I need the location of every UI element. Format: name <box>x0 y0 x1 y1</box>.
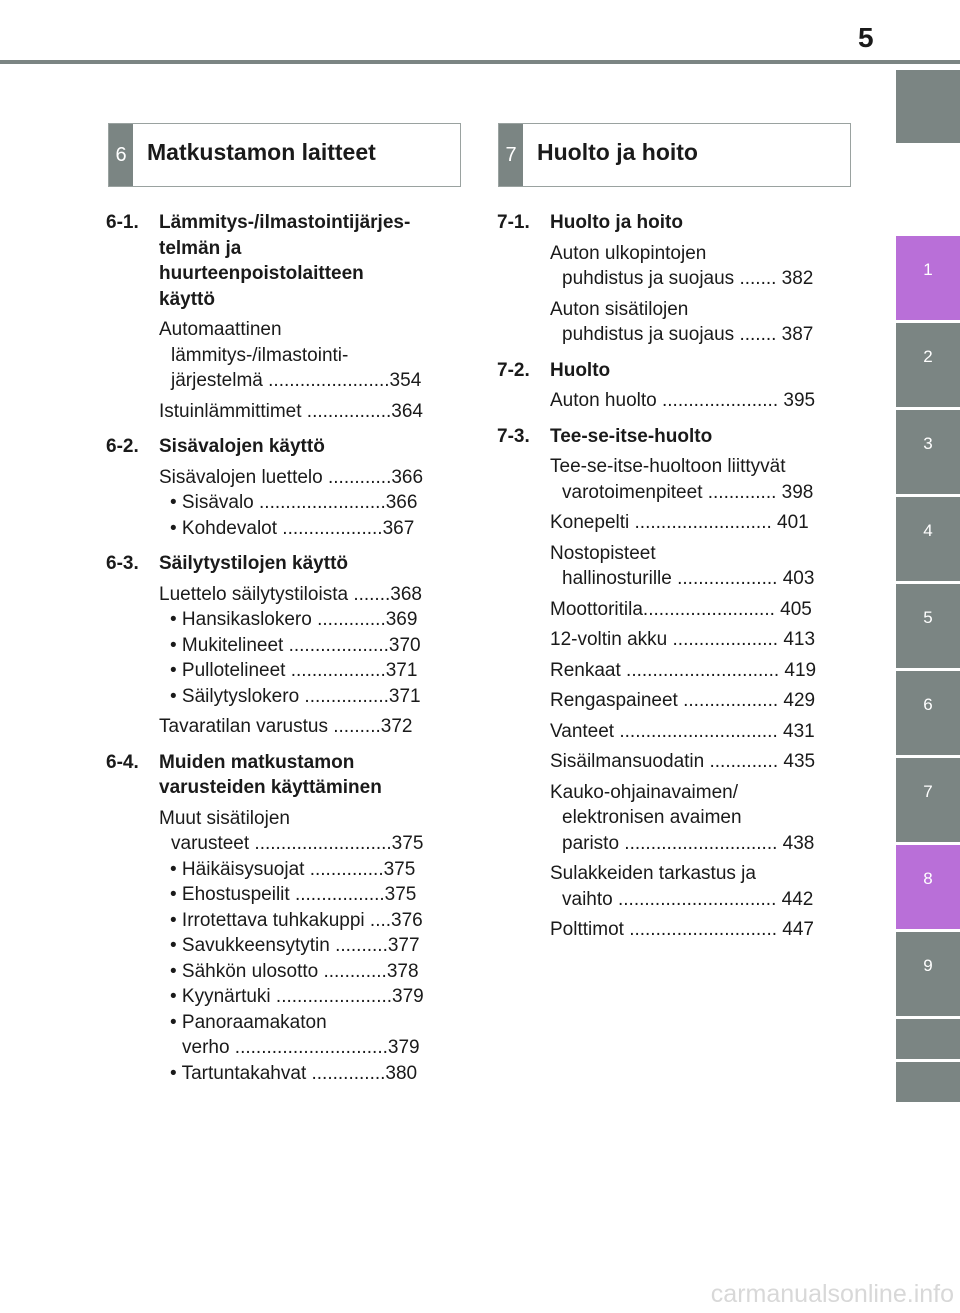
side-tab-3[interactable] <box>896 410 960 494</box>
toc-bullet-entry[interactable] <box>106 882 449 908</box>
toc-entry[interactable] <box>497 597 840 623</box>
side-tab-9[interactable] <box>896 932 960 1016</box>
subsection-number: 6-2. <box>106 436 139 457</box>
side-tab-blank-1[interactable] <box>896 1019 960 1059</box>
subsection-title: Sisävalojen käyttö <box>159 436 325 457</box>
toc-entry[interactable] <box>106 399 449 425</box>
toc-bullet-entry[interactable] <box>106 959 449 985</box>
header-rule <box>0 60 960 64</box>
subsection-title: Säilytystilojen käyttö <box>159 553 349 574</box>
entry-line: • Tartuntakahvat ..............380 <box>170 1062 418 1084</box>
toc-subsection[interactable] <box>106 551 449 577</box>
toc-column-6 <box>106 210 449 1086</box>
page-number: 5 <box>858 22 874 53</box>
toc-entry[interactable] <box>497 658 840 684</box>
subsection-number: 7-2. <box>497 359 530 381</box>
toc-subsection[interactable] <box>106 434 449 460</box>
subsection-number: 6-1. <box>106 212 139 233</box>
title-line: käyttö <box>159 288 215 310</box>
entry-line: Nostopisteet <box>550 542 656 564</box>
entry-line: • Hansikaslokero .............369 <box>170 609 418 630</box>
entry-line: • Kyynärtuki ......................379 <box>170 986 424 1007</box>
toc-entry[interactable] <box>497 241 840 292</box>
entry-line: Sisävalojen luettelo ............366 <box>159 466 424 488</box>
toc-bullet-entry[interactable] <box>106 684 449 710</box>
entry-line: Tavaratilan varustus .........372 <box>159 716 413 737</box>
subsection-title <box>159 750 382 801</box>
title-line: huurteenpoistolaitteen <box>159 263 364 284</box>
subsection-number: 7-3. <box>497 425 530 447</box>
footer-watermark: carmanualsonline.info <box>710 1280 954 1308</box>
entry-line: • Sisävalo ........................366 <box>170 492 418 513</box>
entry-line: elektronisen avaimen <box>562 807 742 828</box>
title-line: Lämmitys-/ilmastointijärjes- <box>159 212 411 233</box>
entry-line: puhdistus ja suojaus ....... 382 <box>562 268 814 289</box>
toc-entry[interactable] <box>497 861 840 912</box>
toc-entry[interactable] <box>106 714 449 740</box>
entry-line: hallinosturille ................... 403 <box>562 568 815 589</box>
side-tab-4[interactable] <box>896 497 960 581</box>
side-tab-label: 3 <box>923 434 933 453</box>
side-tab-label: 7 <box>923 782 933 801</box>
section-title: Huolto ja hoito <box>537 139 698 165</box>
subsection-number: 6-3. <box>106 553 139 574</box>
subsection-number: 7-1. <box>497 212 530 233</box>
entry-line: • Kohdevalot ...................367 <box>170 517 415 539</box>
section-number: 7 <box>499 124 523 186</box>
entry-line: • Savukkeensytytin ..........377 <box>170 935 420 956</box>
entry-line: • Sähkön ulosotto ............378 <box>170 960 419 982</box>
entry-line: Sisäilmansuodatin ............. 435 <box>550 751 816 772</box>
toc-bullet-entry[interactable] <box>106 908 449 934</box>
side-tab-5[interactable] <box>896 584 960 668</box>
toc-bullet-entry[interactable] <box>106 633 449 659</box>
toc-entry[interactable] <box>106 465 449 491</box>
toc-entry[interactable] <box>497 749 840 775</box>
subsection-title: Huolto <box>550 359 611 381</box>
title-line: telmän ja <box>159 237 242 259</box>
toc-bullet-entry[interactable] <box>106 984 449 1010</box>
toc-entry[interactable] <box>106 582 449 608</box>
entry-line: Automaattinen <box>159 319 282 340</box>
entry-line: puhdistus ja suojaus ....... 387 <box>562 324 814 345</box>
toc-bullet-entry[interactable] <box>106 933 449 959</box>
side-tab-label: 6 <box>923 695 933 714</box>
toc-bullet-entry[interactable] <box>106 490 449 516</box>
entry-line: Istuinlämmittimet ................364 <box>159 400 423 422</box>
entry-line: vaihto .............................. 442 <box>562 888 814 910</box>
toc-bullet-entry[interactable] <box>106 857 449 883</box>
entry-line: • Pullotelineet ..................371 <box>170 660 418 681</box>
toc-bullet-entry[interactable] <box>106 658 449 684</box>
side-tab-7[interactable] <box>896 758 960 842</box>
toc-column-7 <box>497 210 840 943</box>
toc-entry[interactable] <box>497 454 840 505</box>
toc-bullet-entry[interactable] <box>106 516 449 542</box>
side-tab-6[interactable] <box>896 671 960 755</box>
entry-line: • Panoraamakaton <box>170 1011 327 1033</box>
toc-bullet-entry[interactable] <box>106 1061 449 1087</box>
side-tab-label: 1 <box>923 260 933 279</box>
side-tab-blank-2[interactable] <box>896 1062 960 1102</box>
entry-line: Tee-se-itse-huoltoon liittyvät <box>550 456 786 477</box>
entry-line: Kauko-ohjainavaimen/ <box>550 781 739 803</box>
toc-entry[interactable] <box>497 917 840 943</box>
toc-entry[interactable] <box>106 317 449 394</box>
toc-bullet-entry[interactable] <box>106 607 449 633</box>
section-header-7 <box>498 123 851 187</box>
side-tab-label: 5 <box>923 608 933 627</box>
toc-subsection[interactable] <box>106 210 449 312</box>
subsection-number: 6-4. <box>106 751 139 773</box>
entry-line: • Ehostuspeilit .................375 <box>170 884 417 905</box>
entry-line: Moottoritila......................... 405 <box>550 598 812 620</box>
toc-entry[interactable] <box>497 388 840 414</box>
toc-entry[interactable] <box>497 627 840 653</box>
side-tab-label: 4 <box>923 521 933 540</box>
side-tab-label: 8 <box>923 869 933 888</box>
subsection-title <box>159 210 410 312</box>
entry-line: varusteet ..........................375 <box>171 833 424 854</box>
entry-line: Sulakkeiden tarkastus ja <box>550 863 756 884</box>
entry-line: Auton sisätilojen <box>550 298 689 320</box>
entry-line: verho .............................379 <box>182 1037 420 1058</box>
entry-line: Muut sisätilojen <box>159 807 290 829</box>
toc-entry[interactable] <box>106 806 449 857</box>
entry-line: Luettelo säilytystiloista .......368 <box>159 583 422 605</box>
entry-line: • Mukitelineet ...................370 <box>170 634 421 656</box>
entry-line: 12-voltin akku .................... 413 <box>550 629 816 650</box>
side-tab-blank-top[interactable] <box>896 70 960 143</box>
entry-line: Renkaat ............................. 419 <box>550 659 817 681</box>
side-tab-8[interactable] <box>896 845 960 929</box>
toc-subsection[interactable] <box>497 358 840 384</box>
toc-subsection[interactable] <box>497 210 840 236</box>
toc-entry[interactable] <box>497 297 840 348</box>
side-tab-label: 2 <box>923 347 933 366</box>
entry-line: • Häikäisysuojat ..............375 <box>170 858 416 880</box>
section-number: 6 <box>109 124 133 186</box>
toc-entry[interactable] <box>497 719 840 745</box>
entry-line: Auton ulkopintojen <box>550 242 707 264</box>
subsection-title: Tee-se-itse-huolto <box>550 425 713 447</box>
entry-line: Auton huolto ...................... 395 <box>550 390 816 411</box>
toc-bullet-entry[interactable] <box>106 1010 449 1061</box>
entry-line: • Irrotettava tuhkakuppi ....376 <box>170 909 423 931</box>
toc-entry[interactable] <box>497 541 840 592</box>
title-line: Muiden matkustamon <box>159 751 355 773</box>
toc-entry[interactable] <box>497 688 840 714</box>
side-tab-1[interactable] <box>896 236 960 320</box>
entry-line: Polttimot ............................ 447 <box>550 919 814 940</box>
toc-subsection[interactable] <box>497 424 840 450</box>
entry-line: paristo ............................. 438 <box>562 832 815 854</box>
side-tab-2[interactable] <box>896 323 960 407</box>
entry-line: Vanteet .............................. 431 <box>550 720 815 742</box>
subsection-title: Huolto ja hoito <box>550 212 683 233</box>
toc-entry[interactable] <box>497 780 840 857</box>
entry-line: lämmitys-/ilmastointi- <box>171 344 349 366</box>
section-title: Matkustamon laitteet <box>147 139 376 165</box>
toc-subsection[interactable] <box>106 750 449 801</box>
entry-line: Rengaspaineet .................. 429 <box>550 690 816 711</box>
entry-line: • Säilytyslokero ................371 <box>170 685 421 707</box>
toc-entry[interactable] <box>497 510 840 536</box>
entry-line: Konepelti .......................... 401 <box>550 512 809 533</box>
entry-line: järjestelmä .......................354 <box>171 370 422 391</box>
title-line: varusteiden käyttäminen <box>159 777 382 798</box>
section-header-6 <box>108 123 461 187</box>
entry-line: varotoimenpiteet ............. 398 <box>562 481 814 503</box>
side-tab-label: 9 <box>923 956 933 975</box>
